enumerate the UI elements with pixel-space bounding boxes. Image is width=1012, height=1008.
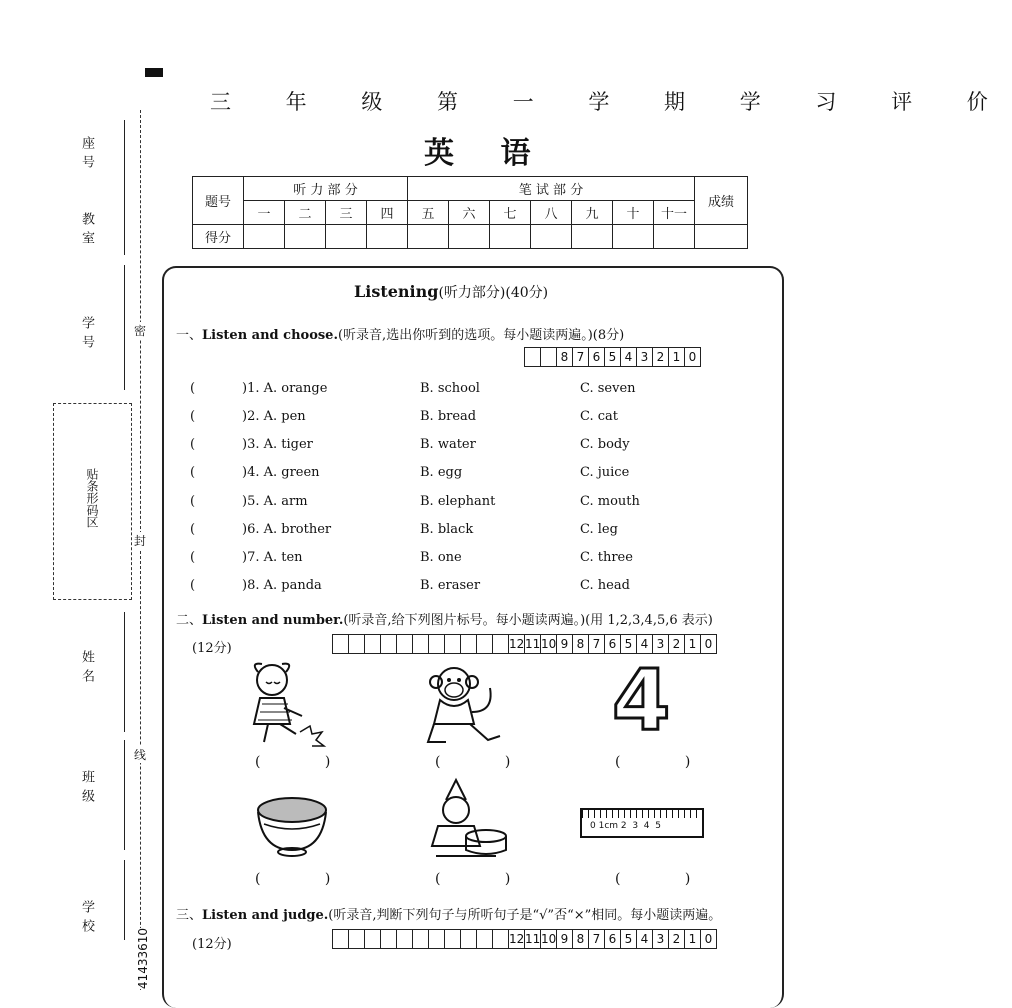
label-student-id: 学号: [79, 316, 94, 354]
ruler-label: 0 1cm 2 3 4 5: [590, 821, 661, 831]
score-cell[interactable]: [695, 225, 748, 249]
barcode-sticker-area: [53, 403, 132, 600]
registration-mark: [145, 68, 163, 77]
fill-line: [124, 190, 125, 255]
label-seat-number: 座号: [79, 136, 94, 174]
exam-title: 三 年 级 第 一 学 期 学 习 评 价: [210, 90, 1012, 114]
answer-blank[interactable]: ( ): [255, 754, 361, 770]
answer-blank[interactable]: ( ): [435, 754, 541, 770]
answer-blank[interactable]: ( ): [435, 871, 541, 887]
header-question-number: 题号: [193, 177, 244, 225]
col-number: 八: [531, 201, 572, 225]
monkey-picture: [424, 660, 508, 748]
answer-blank[interactable]: ( ): [615, 754, 721, 770]
q3-score-grid[interactable]: 12 11 10 9 8 7 6 5 4 3 2 1 0: [332, 929, 717, 949]
q1-heading: 一、Listen and choose.(听录音,选出你听到的选项。每小题读两遍。)(8分): [176, 328, 625, 343]
col-number: 二: [285, 201, 326, 225]
col-number: 一: [244, 201, 285, 225]
header-total-score: 成绩: [695, 177, 748, 225]
q3-points: (12分): [192, 937, 232, 952]
label-school: 学校: [79, 900, 94, 938]
fill-line: [124, 612, 125, 732]
label-name: 姓名: [79, 650, 94, 688]
col-number: 七: [490, 201, 531, 225]
fill-line: [124, 860, 125, 940]
section-title: Listening(听力部分)(40分): [354, 282, 549, 301]
answer-blank[interactable]: ( ): [255, 871, 361, 887]
col-number: 六: [449, 201, 490, 225]
q2-points: (12分): [192, 641, 232, 656]
seal-char-mi: 密: [134, 324, 147, 338]
col-number: 十: [613, 201, 654, 225]
paper-code: 41433610: [136, 928, 150, 990]
label-class: 班级: [79, 770, 94, 808]
q2-heading: 二、Listen and number.(听录音,给下列图片标号。每小题读两遍。)(用 1,2,3,4,5,6 表示): [176, 613, 713, 628]
q1-score-grid[interactable]: 8 7 6 5 4 3 2 1 0: [524, 347, 701, 367]
ruler-picture: [580, 808, 704, 838]
score-cell[interactable]: [408, 225, 449, 249]
score-cell[interactable]: [613, 225, 654, 249]
number-picture: 4: [612, 651, 671, 749]
header-listening-part: 听 力 部 分: [244, 177, 408, 201]
col-number: 十一: [654, 201, 695, 225]
seal-char-xian: 线: [134, 748, 147, 762]
fill-line: [124, 740, 125, 850]
birthday-cake-picture: [422, 776, 508, 864]
cut-line: [140, 110, 141, 990]
sticker-label: 贴条形码区: [85, 468, 99, 528]
score-cell[interactable]: [285, 225, 326, 249]
score-cell[interactable]: [367, 225, 408, 249]
header-written-part: 笔 试 部 分: [408, 177, 695, 201]
girl-hurting-foot-picture: [240, 658, 330, 748]
score-cell[interactable]: [244, 225, 285, 249]
seal-char-feng: 封: [134, 534, 147, 548]
score-cell[interactable]: [326, 225, 367, 249]
q3-heading: 三、Listen and judge.(听录音,判断下列句子与所听句子是“√”否“×”相同。每小题读两遍。: [176, 908, 722, 923]
score-cell[interactable]: [490, 225, 531, 249]
score-table: [192, 176, 748, 249]
score-cell[interactable]: [572, 225, 613, 249]
subject-title: 英 语: [424, 136, 549, 171]
score-cell[interactable]: [449, 225, 490, 249]
col-number: 三: [326, 201, 367, 225]
label-classroom: 教室: [79, 212, 94, 250]
col-number: 九: [572, 201, 613, 225]
row-score-label: 得分: [193, 225, 244, 249]
score-cell[interactable]: [531, 225, 572, 249]
col-number: 五: [408, 201, 449, 225]
fill-line: [124, 265, 125, 390]
score-cell[interactable]: [654, 225, 695, 249]
q2-score-grid[interactable]: 12 11 10 9 8 7 6 5 4 3 2 1 0: [332, 634, 717, 654]
fill-line: [124, 120, 125, 200]
col-number: 四: [367, 201, 408, 225]
rice-bowl-picture: [252, 790, 332, 860]
answer-blank[interactable]: ( ): [615, 871, 721, 887]
